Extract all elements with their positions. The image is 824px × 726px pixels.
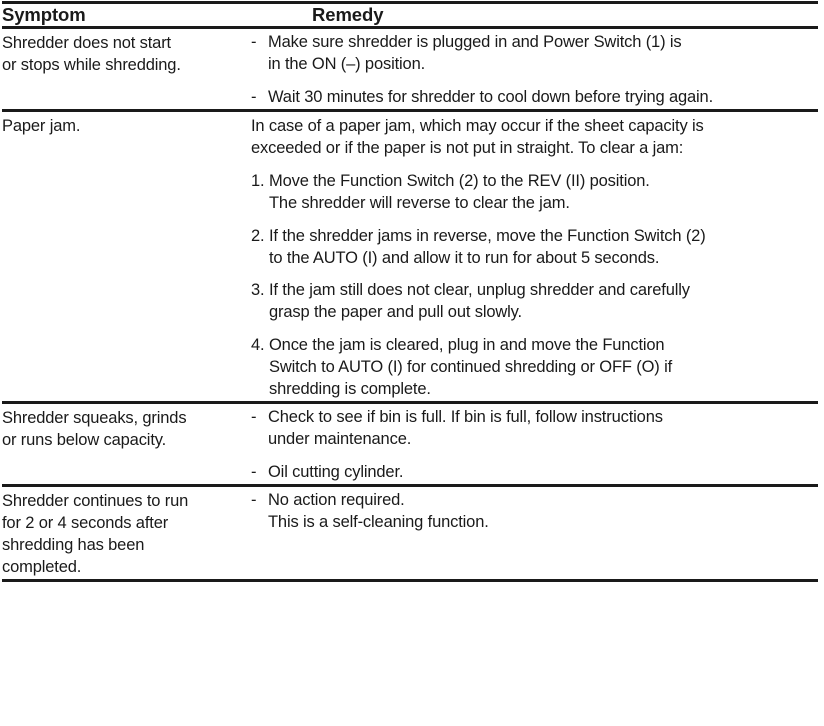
bullet-line: Oil cutting cylinder. xyxy=(268,463,404,481)
table-row xyxy=(2,28,818,111)
remedy-intro-paragraph xyxy=(251,112,818,160)
step-line: Once the jam is cleared, plug in and move the Function xyxy=(269,336,665,355)
remedy-step xyxy=(251,280,818,324)
symptom-text xyxy=(2,112,251,138)
table-header-row xyxy=(2,3,818,28)
step-line: to the AUTO (I) and allow it to run for about 5 seconds. xyxy=(269,248,660,267)
bullet-line: in the ON (–) position. xyxy=(268,54,426,73)
dash-bullet-icon: - xyxy=(251,33,257,51)
remedy-step xyxy=(251,335,818,401)
dash-bullet-icon: - xyxy=(251,463,257,481)
troubleshooting-table xyxy=(2,1,818,582)
remedy-step xyxy=(251,226,818,270)
dash-bullet-icon: - xyxy=(251,87,257,106)
table-row xyxy=(2,485,818,580)
bullet-line: Wait 30 minutes for shredder to cool down before trying again. xyxy=(268,87,713,106)
symptom-cell xyxy=(2,485,251,580)
symptom-line: Shredder does not start xyxy=(2,34,171,52)
symptom-line: or runs below capacity. xyxy=(2,431,167,450)
step-line: If the jam still does not clear, unplug shredder and carefully xyxy=(269,281,690,300)
dash-bullet-icon: - xyxy=(251,490,257,509)
symptom-cell xyxy=(2,110,251,402)
symptom-line: Shredder squeaks, grinds xyxy=(2,409,187,428)
remedy-cell xyxy=(251,403,818,486)
step-number: 1. xyxy=(251,171,265,190)
step-number: 3. xyxy=(251,281,265,300)
remedy-bullet xyxy=(251,490,818,534)
table-row xyxy=(2,110,818,402)
bullet-line: under maintenance. xyxy=(268,430,412,449)
column-header-remedy-cell xyxy=(251,3,818,28)
step-line: If the shredder jams in reverse, move the Function Switch (2) xyxy=(269,226,706,245)
remedy-bullet xyxy=(251,462,818,484)
symptom-cell xyxy=(2,28,251,111)
remedy-content xyxy=(251,29,818,109)
step-number: 2. xyxy=(251,226,265,245)
step-number: 4. xyxy=(251,336,265,355)
bullet-line: Check to see if bin is full. If bin is full, follow instructions xyxy=(268,408,663,427)
symptom-line: or stops while shredding. xyxy=(2,55,181,74)
symptom-text xyxy=(2,487,251,579)
remedy-cell xyxy=(251,110,818,402)
step-line: grasp the paper and pull out slowly. xyxy=(269,303,522,322)
remedy-cell xyxy=(251,28,818,111)
remedy-bullet xyxy=(251,407,818,451)
symptom-line: shredding has been xyxy=(2,535,145,554)
remedy-content xyxy=(251,404,818,484)
symptom-line: Shredder continues to run xyxy=(2,491,189,510)
column-header-remedy: Remedy xyxy=(312,4,384,25)
symptom-line: Paper jam. xyxy=(2,116,81,135)
step-line: Switch to AUTO (I) for continued shredding or OFF (O) if xyxy=(269,358,673,377)
symptom-text xyxy=(2,29,251,77)
symptom-text xyxy=(2,404,251,452)
symptom-cell xyxy=(2,403,251,486)
table-body xyxy=(2,28,818,581)
table-row xyxy=(2,403,818,486)
bullet-line: This is a self-cleaning function. xyxy=(268,512,489,531)
step-line: The shredder will reverse to clear the jam. xyxy=(269,193,570,212)
symptom-line: for 2 or 4 seconds after xyxy=(2,513,169,532)
remedy-step xyxy=(251,171,818,215)
remedy-bullet xyxy=(251,32,818,76)
remedy-bullet xyxy=(251,87,818,109)
dash-bullet-icon: - xyxy=(251,408,257,427)
paragraph-line: exceeded or if the paper is not put in straight. To clear a jam: xyxy=(251,138,684,157)
remedy-cell xyxy=(251,485,818,580)
table-header xyxy=(2,3,818,28)
step-line: Move the Function Switch (2) to the REV (II) position. xyxy=(269,171,650,190)
symptom-line: completed. xyxy=(2,557,82,576)
remedy-content xyxy=(251,487,818,534)
bullet-line: No action required. xyxy=(268,490,405,509)
paragraph-line: In case of a paper jam, which may occur if the sheet capacity is xyxy=(251,116,704,135)
step-line: shredding is complete. xyxy=(269,380,431,399)
column-header-symptom: Symptom xyxy=(2,4,86,25)
remedy-content xyxy=(251,112,818,401)
bullet-line: Make sure shredder is plugged in and Power Switch (1) is xyxy=(268,33,682,51)
